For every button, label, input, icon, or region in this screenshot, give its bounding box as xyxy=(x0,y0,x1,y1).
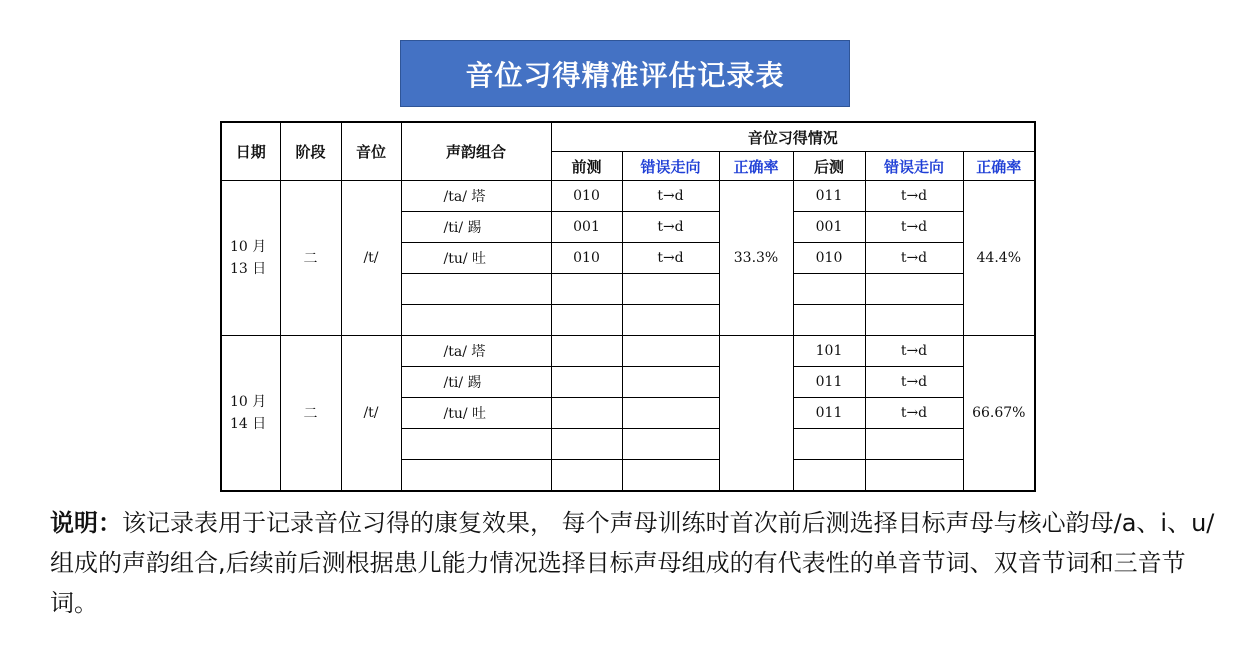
post-error-cell xyxy=(865,274,963,305)
pre-accuracy-cell xyxy=(719,336,793,492)
post-test-cell: 011 xyxy=(793,181,865,212)
pre-error-cell xyxy=(622,398,719,429)
combination-cell: /tu/ 吐 xyxy=(401,398,551,429)
post-test-cell: 101 xyxy=(793,336,865,367)
post-test-cell: 010 xyxy=(793,243,865,274)
record-table-body xyxy=(221,181,1035,492)
pre-error-cell xyxy=(622,367,719,398)
pre-test-cell xyxy=(551,398,622,429)
pre-test-cell xyxy=(551,367,622,398)
post-error-cell: t→d xyxy=(865,367,963,398)
post-test-cell: 011 xyxy=(793,398,865,429)
pre-test-cell: 010 xyxy=(551,181,622,212)
date-cell: 10 月 13 日 xyxy=(221,181,280,336)
table-row xyxy=(221,181,1035,212)
header-post-accuracy: 正确率 xyxy=(963,152,1035,181)
pre-test-cell xyxy=(551,460,622,492)
header-post-test: 后测 xyxy=(793,152,865,181)
pre-error-cell xyxy=(622,336,719,367)
post-test-cell xyxy=(793,429,865,460)
record-table xyxy=(220,121,1036,492)
post-error-cell: t→d xyxy=(865,181,963,212)
post-accuracy-cell: 66.67% xyxy=(963,336,1035,492)
table-row xyxy=(221,336,1035,367)
note-paragraph xyxy=(50,503,1225,623)
pre-test-cell xyxy=(551,305,622,336)
stage-cell: 二 xyxy=(280,336,341,492)
header-pre-test: 前测 xyxy=(551,152,622,181)
pre-error-cell xyxy=(622,305,719,336)
combination-cell: /ta/ 塔 xyxy=(401,336,551,367)
pre-error-cell xyxy=(622,274,719,305)
pre-accuracy-cell: 33.3% xyxy=(719,181,793,336)
post-error-cell xyxy=(865,429,963,460)
header-acquisition-group: 音位习得情况 xyxy=(551,122,1035,152)
phoneme-cell: /t/ xyxy=(341,336,401,492)
header-pre-error: 错误走向 xyxy=(622,152,719,181)
pre-error-cell xyxy=(622,460,719,492)
header-pre-accuracy: 正确率 xyxy=(719,152,793,181)
note-label: 说明： xyxy=(50,509,122,537)
header-post-error: 错误走向 xyxy=(865,152,963,181)
header-date: 日期 xyxy=(221,122,280,181)
pre-test-cell xyxy=(551,429,622,460)
header-combination: 声韵组合 xyxy=(401,122,551,181)
post-error-cell: t→d xyxy=(865,243,963,274)
post-accuracy-cell: 44.4% xyxy=(963,181,1035,336)
post-error-cell: t→d xyxy=(865,212,963,243)
combination-cell: /tu/ 吐 xyxy=(401,243,551,274)
pre-test-cell: 010 xyxy=(551,243,622,274)
pre-error-cell: t→d xyxy=(622,212,719,243)
combination-cell xyxy=(401,460,551,492)
header-phoneme: 音位 xyxy=(341,122,401,181)
pre-test-cell xyxy=(551,336,622,367)
page-title: 音位习得精准评估记录表 xyxy=(465,58,785,92)
combination-cell: /ti/ 踢 xyxy=(401,367,551,398)
post-error-cell: t→d xyxy=(865,398,963,429)
combination-cell xyxy=(401,305,551,336)
combination-cell xyxy=(401,274,551,305)
pre-error-cell: t→d xyxy=(622,181,719,212)
post-error-cell: t→d xyxy=(865,336,963,367)
post-test-cell xyxy=(793,305,865,336)
combination-cell xyxy=(401,429,551,460)
header-row-1 xyxy=(221,122,1035,152)
post-test-cell: 011 xyxy=(793,367,865,398)
stage-cell: 二 xyxy=(280,181,341,336)
post-error-cell xyxy=(865,460,963,492)
post-test-cell: 001 xyxy=(793,212,865,243)
pre-error-cell: t→d xyxy=(622,243,719,274)
note-text: 该记录表用于记录音位习得的康复效果， 每个声母训练时首次前后测选择目标声母与核心韵母/a、i、u/组成的声韵组合,后续前后测根据患儿能力情况选择目标声母组成的有代表性的单音节词、双音节词和三音节词。 xyxy=(50,509,1215,617)
date-cell: 10 月 14 日 xyxy=(221,336,280,492)
pre-test-cell xyxy=(551,274,622,305)
pre-error-cell xyxy=(622,429,719,460)
post-test-cell xyxy=(793,460,865,492)
post-error-cell xyxy=(865,305,963,336)
title-banner xyxy=(400,40,850,107)
pre-test-cell: 001 xyxy=(551,212,622,243)
header-stage: 阶段 xyxy=(280,122,341,181)
combination-cell: /ti/ 踢 xyxy=(401,212,551,243)
phoneme-cell: /t/ xyxy=(341,181,401,336)
post-test-cell xyxy=(793,274,865,305)
combination-cell: /ta/ 塔 xyxy=(401,181,551,212)
